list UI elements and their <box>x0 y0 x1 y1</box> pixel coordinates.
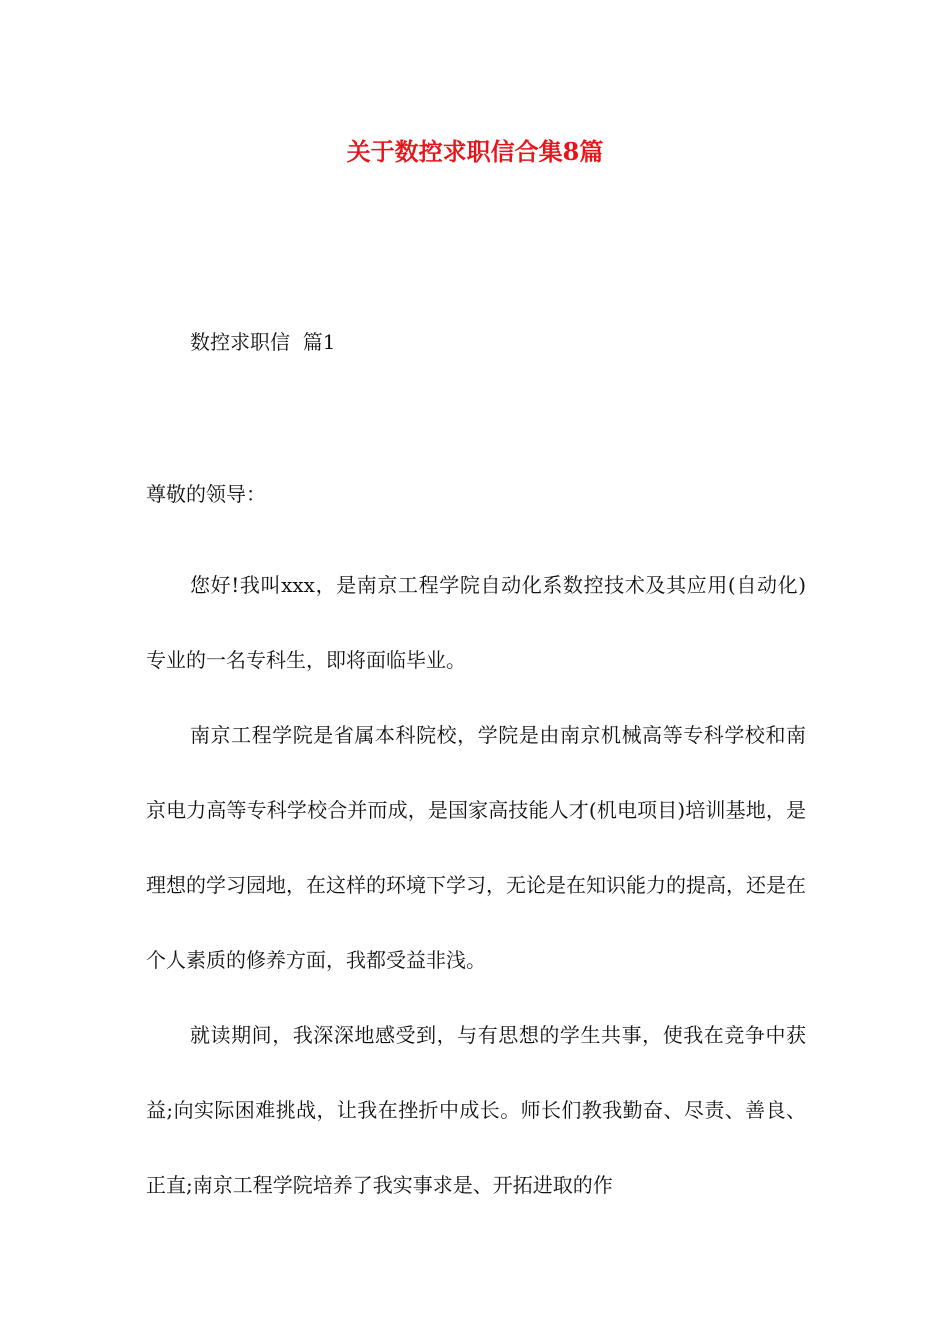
salutation: 尊敬的领导： <box>146 482 266 506</box>
paragraph-school: 南京工程学院是省属本科院校，学院是由南京机械高等专科学校和南京电力高等专科学校合并而成，是国家高技能人才(机电项目)培训基地，是理想的学习园地，在这样的环境下学习，无论是在知识能力的提高，还是在个人素质的修养方面，我都受益非浅。 <box>146 723 806 972</box>
section-heading: 数控求职信 篇1 <box>190 330 336 354</box>
letter-body <box>146 548 806 1223</box>
paragraph-intro: 您好!我叫xxx，是南京工程学院自动化系数控技术及其应用(自动化)专业的一名专科生，即将面临毕业。 <box>146 573 806 672</box>
document-title: 关于数控求职信合集8篇 <box>346 137 604 166</box>
paragraph-study: 就读期间，我深深地感受到，与有思想的学生共事，使我在竞争中获益;向实际困难挑战，让我在挫折中成长。师长们教我勤奋、尽责、善良、正直;南京工程学院培养了我实事求是、开拓进取的作 <box>146 1023 806 1197</box>
